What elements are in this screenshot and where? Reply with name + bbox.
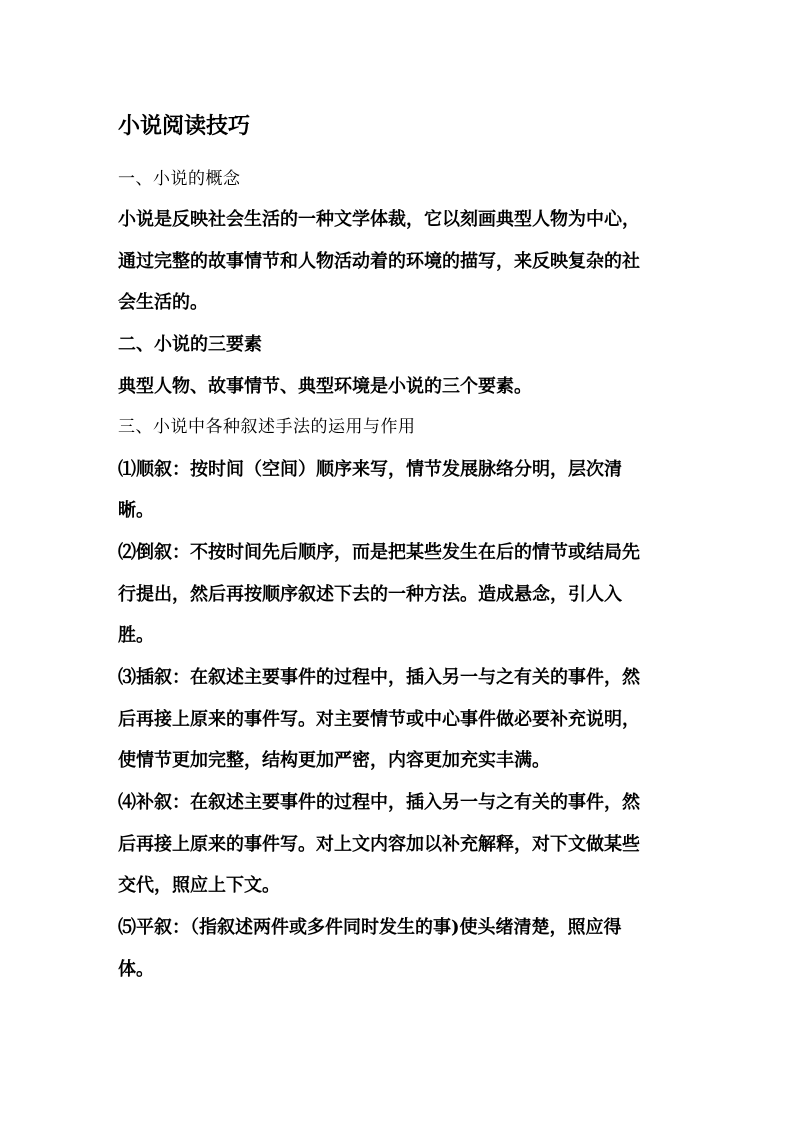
paragraph-line: 典型人物、故事情节、典型环境是小说的三个要素。 [118, 376, 532, 397]
list-item-line: ⑷补叙：在叙述主要事件的过程中，插入另一与之有关的事件，然 [118, 792, 640, 813]
paragraph-line: 小说是反映社会生活的一种文学体裁，它以刻画典型人物为中心， [118, 209, 640, 230]
paragraph-line: 通过完整的故事情节和人物活动着的环境的描写，来反映复杂的社 [118, 251, 640, 272]
list-item-line: 体。 [118, 959, 154, 980]
list-item-line: ⑴顺叙：按时间（空间）顺序来写，情节发展脉络分明，层次清 [118, 459, 622, 480]
page-title: 小说阅读技巧 [118, 114, 251, 139]
list-item-line: 行提出，然后再按顺序叙述下去的一种方法。造成悬念，引人入 [118, 584, 622, 605]
section-heading-elements: 二、小说的三要素 [118, 334, 262, 355]
list-item-line: ⑸平叙：（指叙述两件或多件同时发生的事)使头绪清楚，照应得 [118, 917, 622, 938]
list-item-line: 交代，照应上下文。 [118, 875, 280, 896]
section-heading-concept: 一、小说的概念 [118, 169, 241, 189]
list-item-line: 使情节更加完整，结构更加严密，内容更加充实丰满。 [118, 750, 550, 771]
paragraph-line: 会生活的。 [118, 292, 208, 313]
list-item-line: 后再接上原来的事件写。对上文内容加以补充解释，对下文做某些 [118, 834, 640, 855]
list-item-line: ⑶插叙：在叙述主要事件的过程中，插入另一与之有关的事件，然 [118, 667, 640, 688]
section-heading-narration: 三、小说中各种叙述手法的运用与作用 [118, 417, 416, 437]
list-item-line: 后再接上原来的事件写。对主要情节或中心事件做必要补充说明， [118, 709, 640, 730]
list-item-line: ⑵倒叙：不按时间先后顺序，而是把某些发生在后的情节或结局先 [118, 542, 640, 563]
list-item-line: 胜。 [118, 625, 154, 646]
list-item-line: 晰。 [118, 500, 154, 521]
